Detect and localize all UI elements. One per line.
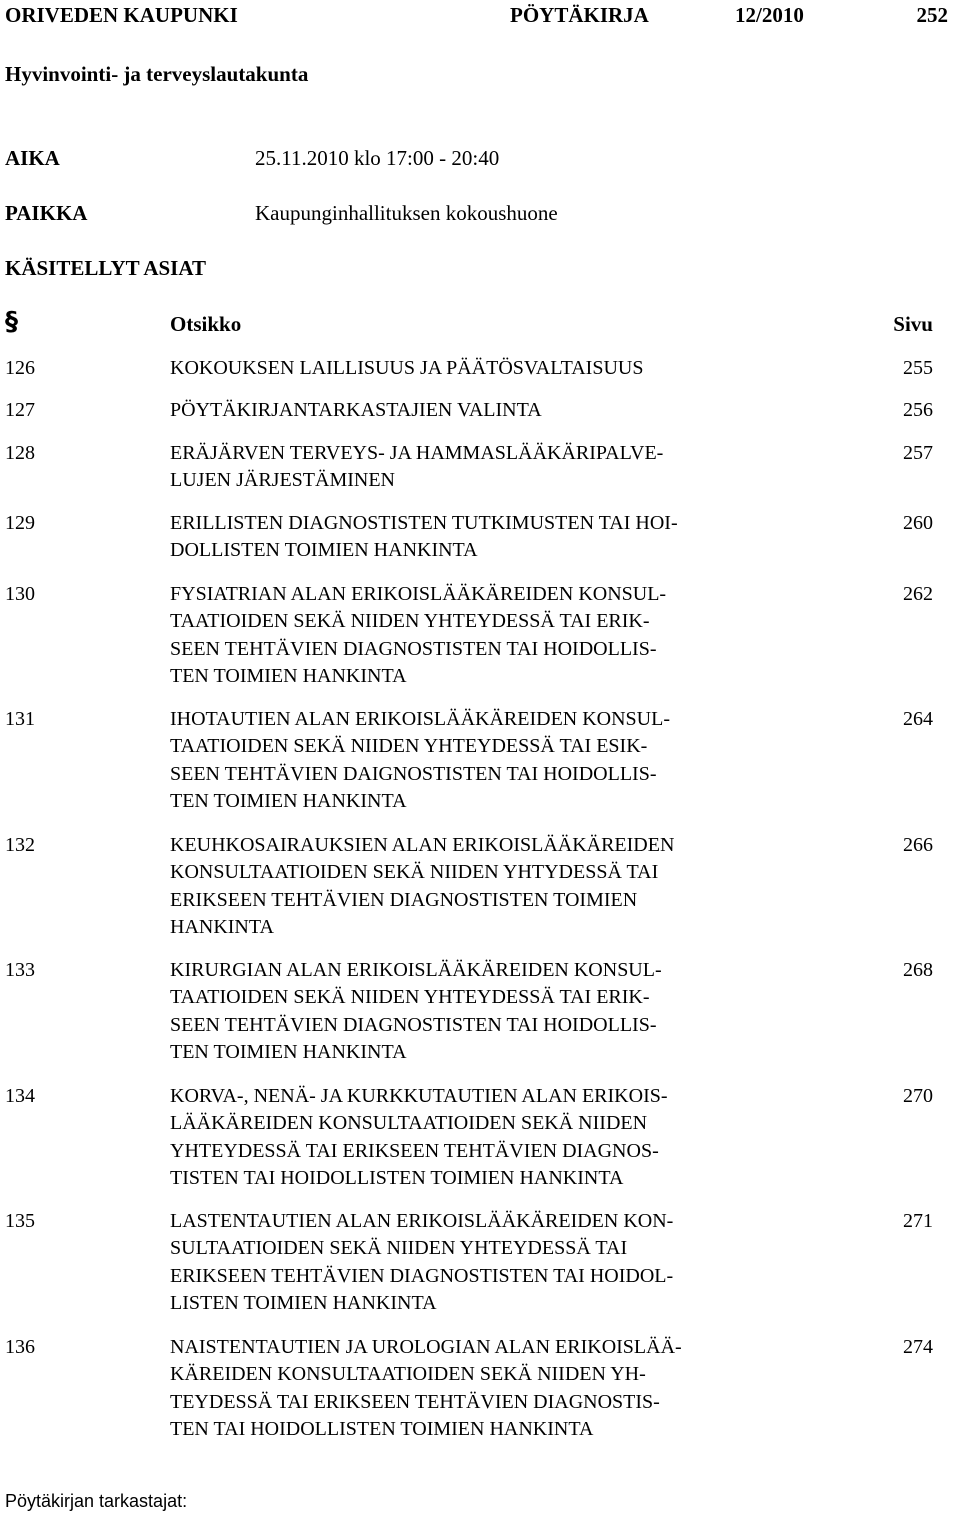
item-title-line: DOLLISTEN TOIMIEN HANKINTA [170, 539, 478, 562]
municipality-name: ORIVEDEN KAUPUNKI [5, 3, 238, 27]
item-title [170, 1083, 770, 1193]
item-title-line: HANKINTA [170, 916, 274, 939]
committee-name: Hyvinvointi- ja terveyslautakunta [5, 62, 309, 86]
item-title-line: TAATIOIDEN SEKÄ NIIDEN YHTEYDESSÄ TAI ESIK- [170, 735, 648, 758]
document-type: PÖYTÄKIRJA [510, 3, 649, 27]
item-title [170, 706, 770, 816]
item-title-line: KEUHKOSAIRAUKSIEN ALAN ERIKOISLÄÄKÄREIDEN [170, 834, 675, 856]
item-title-line: KIRURGIAN ALAN ERIKOISLÄÄKÄREIDEN KONSUL- [170, 959, 662, 981]
item-title-line: FYSIATRIAN ALAN ERIKOISLÄÄKÄREIDEN KONSUL- [170, 583, 667, 605]
section-title: KÄSITELLYT ASIAT [5, 256, 206, 280]
item-title-line: SULTAATIOIDEN SEKÄ NIIDEN YHTEYDESSÄ TAI [170, 1237, 628, 1260]
item-number: 130 [5, 583, 35, 605]
item-title [170, 397, 770, 424]
item-title-line: TEN TOIMIEN HANKINTA [170, 790, 407, 813]
item-title-line: TEN TOIMIEN HANKINTA [170, 665, 407, 688]
item-title [170, 1208, 770, 1318]
item-number: 133 [5, 959, 35, 981]
item-title-line: KOKOUKSEN LAILLISUUS JA PÄÄTÖSVALTAISUUS [170, 357, 644, 379]
document-number: 12/2010 [735, 3, 804, 27]
item-page: 257 [903, 442, 933, 464]
item-title-line: NAISTENTAUTIEN JA UROLOGIAN ALAN ERIKOISLÄÄ- [170, 1336, 682, 1358]
item-title-line: KONSULTAATIOIDEN SEKÄ NIIDEN YHTYDESSÄ TAI [170, 861, 659, 884]
item-number: 127 [5, 399, 35, 421]
item-title-line: YHTEYDESSÄ TAI ERIKSEEN TEHTÄVIEN DIAGNOS- [170, 1139, 659, 1162]
item-number: 129 [5, 512, 35, 534]
item-page: 270 [903, 1085, 933, 1107]
item-title-line: LISTEN TOIMIEN HANKINTA [170, 1292, 437, 1315]
item-number: 131 [5, 708, 35, 730]
item-title-line: KÄREIDEN KONSULTAATIOIDEN SEKÄ NIIDEN YH- [170, 1363, 646, 1386]
item-page: 256 [903, 399, 933, 421]
item-title-line: PÖYTÄKIRJANTARKASTAJIEN VALINTA [170, 399, 542, 421]
page-number: 252 [916, 3, 948, 27]
item-title [170, 832, 770, 942]
item-title-line: KORVA-, NENÄ- JA KURKKUTAUTIEN ALAN ERIKOIS- [170, 1085, 668, 1107]
item-page: 274 [903, 1336, 933, 1358]
item-number: 132 [5, 834, 35, 856]
item-title [170, 957, 770, 1067]
item-page: 260 [903, 512, 933, 534]
item-title-line: IHOTAUTIEN ALAN ERIKOISLÄÄKÄREIDEN KONSUL- [170, 708, 670, 730]
item-page: 255 [903, 357, 933, 379]
reviewers-label: Pöytäkirjan tarkastajat: [5, 1491, 188, 1511]
item-title [170, 440, 770, 495]
item-title [170, 1334, 770, 1444]
item-number: 128 [5, 442, 35, 464]
section-symbol: § [5, 307, 18, 337]
item-title-line: TEN TAI HOIDOLLISTEN TOIMIEN HANKINTA [170, 1418, 594, 1441]
item-page: 262 [903, 583, 933, 605]
column-header-title: Otsikko [170, 312, 242, 336]
item-title-line: LÄÄKÄREIDEN KONSULTAATIOIDEN SEKÄ NIIDEN [170, 1112, 648, 1135]
place-label: PAIKKA [5, 201, 88, 225]
item-title-line: ERILLISTEN DIAGNOSTISTEN TUTKIMUSTEN TAI HOI- [170, 512, 678, 534]
item-title-line: SEEN TEHTÄVIEN DAIGNOSTISTEN TAI HOIDOLLIS- [170, 762, 657, 785]
item-page: 266 [903, 834, 933, 856]
item-title-line: LASTENTAUTIEN ALAN ERIKOISLÄÄKÄREIDEN KON- [170, 1210, 674, 1232]
item-title-line: ERÄJÄRVEN TERVEYS- JA HAMMASLÄÄKÄRIPALVE- [170, 442, 664, 464]
item-title-line: ERIKSEEN TEHTÄVIEN DIAGNOSTISTEN TAI HOIDOL- [170, 1264, 674, 1287]
item-page: 264 [903, 708, 933, 730]
item-number: 135 [5, 1210, 35, 1232]
column-header-page: Sivu [893, 312, 933, 336]
time-label: AIKA [5, 146, 60, 170]
item-title-line: ERIKSEEN TEHTÄVIEN DIAGNOSTISTEN TOIMIEN [170, 888, 638, 911]
item-title-line: SEEN TEHTÄVIEN DIAGNOSTISTEN TAI HOIDOLLIS- [170, 637, 657, 660]
item-title-line: TAATIOIDEN SEKÄ NIIDEN YHTEYDESSÄ TAI ERIK- [170, 986, 650, 1009]
item-title-line: TAATIOIDEN SEKÄ NIIDEN YHTEYDESSÄ TAI ERIK- [170, 610, 650, 633]
item-number: 134 [5, 1085, 35, 1107]
item-page: 271 [903, 1210, 933, 1232]
item-title [170, 355, 770, 382]
item-title-line: SEEN TEHTÄVIEN DIAGNOSTISTEN TAI HOIDOLLIS- [170, 1013, 657, 1036]
item-page: 268 [903, 959, 933, 981]
item-number: 136 [5, 1336, 35, 1358]
item-title [170, 510, 770, 565]
item-title-line: TEN TOIMIEN HANKINTA [170, 1041, 407, 1064]
time-value: 25.11.2010 klo 17:00 - 20:40 [255, 146, 500, 170]
item-title [170, 581, 770, 691]
item-title-line: TISTEN TAI HOIDOLLISTEN TOIMIEN HANKINTA [170, 1167, 624, 1190]
item-title-line: LUJEN JÄRJESTÄMINEN [170, 469, 395, 492]
item-number: 126 [5, 357, 35, 379]
place-value: Kaupunginhallituksen kokoushuone [255, 201, 558, 225]
item-title-line: TEYDESSÄ TAI ERIKSEEN TEHTÄVIEN DIAGNOSTIS- [170, 1390, 660, 1413]
